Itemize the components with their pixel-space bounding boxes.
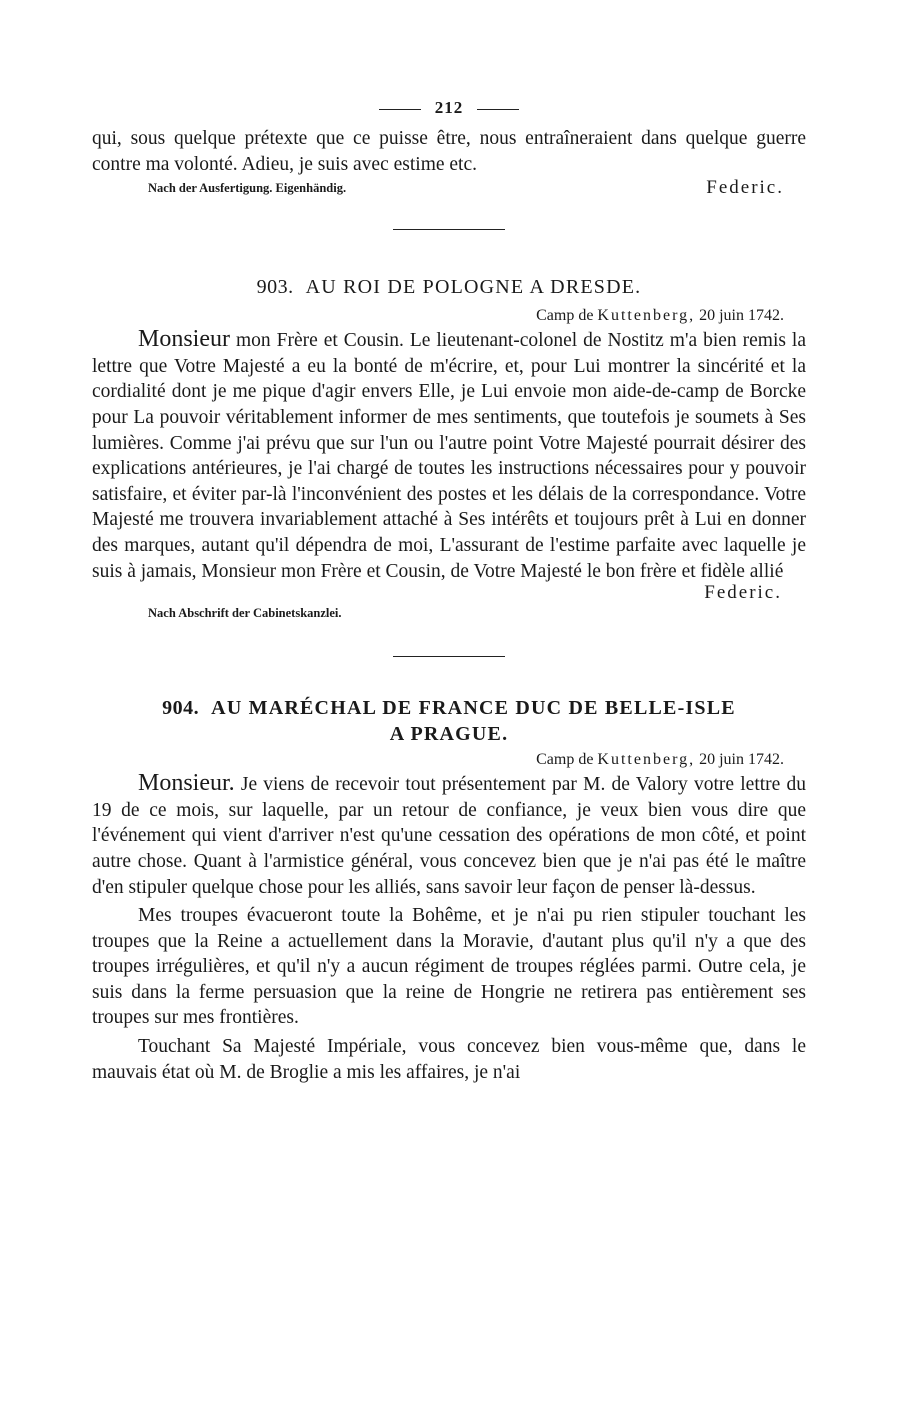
book-page <box>92 98 806 1085</box>
letter-904-paragraph-2: Mes troupes évacueront toute la Bohême, et je n'ai pu rien stipuler touchant les troupes que la Reine a actuellement dans la Moravie, d'autant plus qu'il n'y a que des troupes irrégulières, et qu'il n'y a aucun régiment de troupes réglées parmi. Outre cela, je suis dans la ferme persuasion que la reine de Hongrie ne retirera pas entièrement ses troupes sur mes frontières. <box>92 905 806 1029</box>
top-signature-line <box>92 177 806 201</box>
letter-904-dateline <box>92 751 784 769</box>
letter-903-body-text: mon Frère et Cousin. Le lieutenant-colonel de Nostitz m'a bien remis la lettre que Votre Majesté a eu la bonté de m'écrire, et, pour Lui montrer la sincérité et la cordialité dont je me pique d'agir envers Elle, je Lui envoie mon aide-de-camp de Borcke pour La pouvoir véritablement informer de mes sentiments, que toutefois je soumets à Ses lumières. Comme j'ai prévu que sur l'un ou l'autre point Votre Majesté pourrait désirer des explications antérieures, je l'ai chargé de toutes les instructions nécessaires pour y pouvoir satisfaire, et éviter par-là l'inconvénient des postes et les délais de la correspondance. Votre Majesté me trouvera invariablement attaché à Ses intérêts et toujours prêt à Lui en donner des marques, autant qu'il dépendra de moi, L'assurant de l'estime parfaite avec laquelle je suis à jamais, Monsieur mon Frère et Cousin, de Votre Majesté le bon frère et fidèle allié <box>92 330 806 582</box>
letter-904-paragraph-3: Touchant Sa Majesté Impériale, vous concevez bien vous-même que, dans le mauvais état où M. de Broglie a mis les affaires, je n'ai <box>92 1036 806 1083</box>
letter-903-dateline <box>92 307 784 325</box>
letter-904-title-line2: A PRAGUE. <box>389 723 509 746</box>
letter-904-first-word: Monsieur. <box>138 770 235 797</box>
letter-904-number: 904. <box>162 697 200 720</box>
folio-dash-right <box>477 109 519 110</box>
letter-904-paragraph-1 <box>92 771 806 900</box>
top-signature: Federic. <box>706 177 784 199</box>
continued-letter-text: qui, sous quelque prétexte que ce puisse être, nous entraîneraient dans quelque guerre contre ma volonté. Adieu, je suis avec estime etc. <box>92 128 806 175</box>
letter-904-title-line1: AU MARÉCHAL DE FRANCE DUC DE BELLE-ISLE <box>211 697 736 720</box>
dateline-date: 20 juin 1742. <box>699 751 784 769</box>
letter-904-heading <box>92 695 806 747</box>
letter-903-heading <box>92 276 806 299</box>
letter-904-paragraph-1-text: Je viens de recevoir tout présentement par M. de Valory votre lettre du 19 de ce mois, sur laquelle, par un retour de confiance, je veux bien vous dire que l'événement qui vient d'arriver n'est qu'une cessation des opérations de mon côté, et point autre chose. Quant à l'armistice général, vous concevez bien que je n'ai pas été le maître d'en stipuler quelque chose pour les alliés, sans savoir leur façon de penser là-dessus. <box>92 774 806 898</box>
letter-903-signature: Federic. <box>704 582 782 604</box>
dateline-prefix: Camp de <box>536 751 594 769</box>
top-source-note: Nach der Ausfertigung. Eigenhändig. <box>148 181 347 196</box>
dateline-date: 20 juin 1742. <box>699 307 784 325</box>
letter-903-title: AU ROI DE POLOGNE A DRESDE. <box>305 276 642 299</box>
letter-903-number: 903. <box>256 276 294 299</box>
letter-903-body <box>92 327 806 584</box>
dateline-place: Kuttenberg, <box>597 307 696 325</box>
dateline-prefix: Camp de <box>536 307 594 325</box>
dateline-place: Kuttenberg, <box>597 751 696 769</box>
page-number: 212 <box>434 98 464 117</box>
letter-903-first-word: Monsieur <box>138 326 230 353</box>
folio-dash-left <box>379 109 421 110</box>
page-header <box>92 98 806 118</box>
letter-903-signature-block <box>92 584 806 628</box>
letter-903-source-note: Nach Abschrift der Cabinetskanzlei. <box>148 606 342 621</box>
